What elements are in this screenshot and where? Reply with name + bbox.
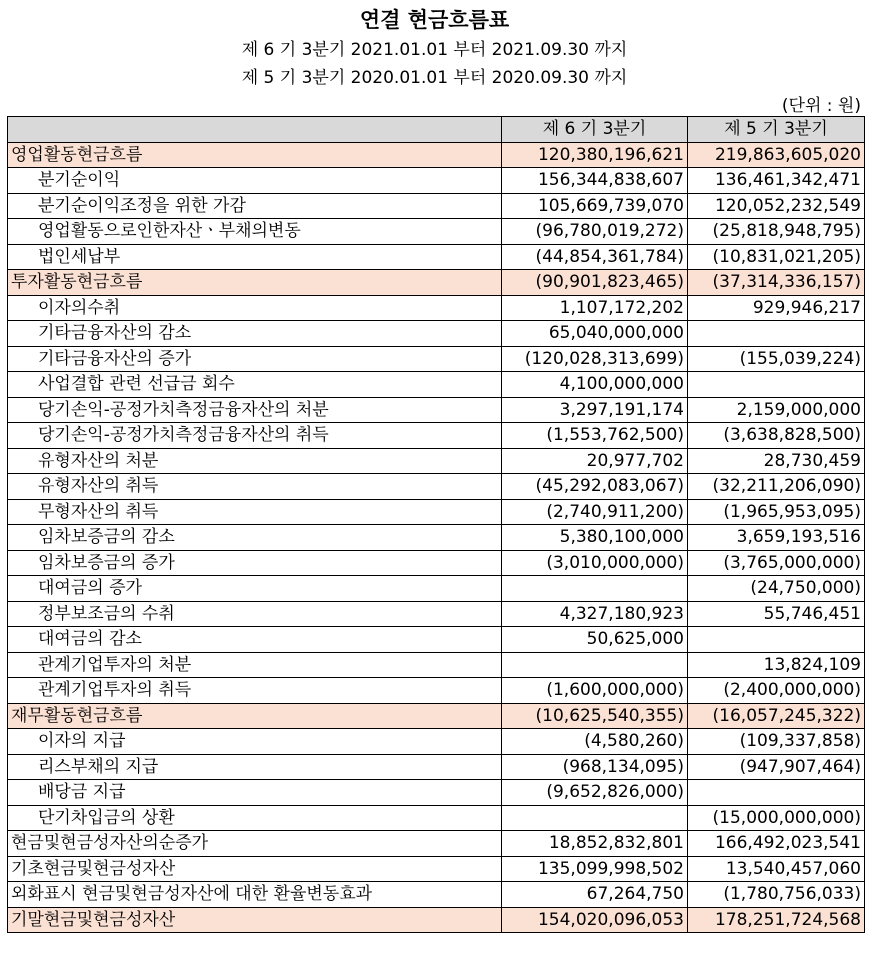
row-current-value: 4,100,000,000 — [502, 372, 688, 398]
table-row — [8, 780, 865, 806]
row-prior-value: 3,659,193,516 — [688, 525, 865, 551]
row-prior-value: 13,540,457,060 — [688, 856, 865, 882]
table-row — [8, 627, 865, 653]
row-label: 분기순이익조정을 위한 가감 — [8, 193, 502, 219]
table-row — [8, 703, 865, 729]
row-label: 영업활동으로인한자산ㆍ부채의변동 — [8, 219, 502, 245]
row-current-value: (3,010,000,000) — [502, 550, 688, 576]
period-current: 제 6 기 3분기 2021.01.01 부터 2021.09.30 까지 — [241, 40, 628, 60]
row-label: 법인세납부 — [8, 244, 502, 270]
row-prior-value: 55,746,451 — [688, 601, 865, 627]
header-prior: 제 5 기 3분기 — [688, 117, 865, 143]
row-label: 이자의수취 — [8, 295, 502, 321]
table-row — [8, 295, 865, 321]
row-label: 현금및현금성자산의순증가 — [8, 831, 502, 857]
header-row — [8, 117, 865, 143]
row-prior-value: 2,159,000,000 — [688, 397, 865, 423]
row-label: 이자의 지급 — [8, 729, 502, 755]
row-prior-value: (16,057,245,322) — [688, 703, 865, 729]
row-current-value: (2,740,911,200) — [502, 499, 688, 525]
table-row — [8, 448, 865, 474]
header-label — [8, 117, 502, 143]
row-prior-value: (15,000,000,000) — [688, 805, 865, 831]
table-row — [8, 729, 865, 755]
row-current-value: (96,780,019,272) — [502, 219, 688, 245]
row-prior-value: (1,965,953,095) — [688, 499, 865, 525]
row-current-value: (1,553,762,500) — [502, 423, 688, 449]
row-current-value: 105,669,739,070 — [502, 193, 688, 219]
table-row — [8, 525, 865, 551]
row-prior-value — [688, 780, 865, 806]
row-current-value: 1,107,172,202 — [502, 295, 688, 321]
row-current-value: (10,625,540,355) — [502, 703, 688, 729]
table-row — [8, 652, 865, 678]
row-current-value — [502, 805, 688, 831]
row-prior-value: (32,211,206,090) — [688, 474, 865, 500]
row-label: 기초현금및현금성자산 — [8, 856, 502, 882]
row-label: 기타금융자산의 증가 — [8, 346, 502, 372]
row-prior-value: 136,461,342,471 — [688, 168, 865, 194]
row-label: 분기순이익 — [8, 168, 502, 194]
row-current-value: 5,380,100,000 — [502, 525, 688, 551]
row-prior-value: (3,638,828,500) — [688, 423, 865, 449]
row-prior-value — [688, 627, 865, 653]
row-prior-value: (10,831,021,205) — [688, 244, 865, 270]
row-current-value: 67,264,750 — [502, 882, 688, 908]
table-row — [8, 907, 865, 933]
row-label: 외화표시 현금및현금성자산에 대한 환율변동효과 — [8, 882, 502, 908]
row-current-value: (45,292,083,067) — [502, 474, 688, 500]
table-row — [8, 601, 865, 627]
row-current-value: 65,040,000,000 — [502, 321, 688, 347]
cash-flow-table — [7, 116, 865, 933]
row-label: 당기손익-공정가치측정금융자산의 취득 — [8, 423, 502, 449]
row-label: 영업활동현금흐름 — [8, 142, 502, 168]
statement-title: 연결 현금흐름표 — [359, 7, 510, 32]
table-row — [8, 219, 865, 245]
row-prior-value: 13,824,109 — [688, 652, 865, 678]
row-current-value: 154,020,096,053 — [502, 907, 688, 933]
row-label: 정부보조금의 수취 — [8, 601, 502, 627]
table-row — [8, 678, 865, 704]
row-prior-value — [688, 372, 865, 398]
row-prior-value: (2,400,000,000) — [688, 678, 865, 704]
row-prior-value: (24,750,000) — [688, 576, 865, 602]
row-current-value: 18,852,832,801 — [502, 831, 688, 857]
row-label: 기타금융자산의 감소 — [8, 321, 502, 347]
table-row — [8, 321, 865, 347]
row-label: 단기차입금의 상환 — [8, 805, 502, 831]
row-prior-value: (37,314,336,157) — [688, 270, 865, 296]
row-prior-value — [688, 321, 865, 347]
row-current-value: 3,297,191,174 — [502, 397, 688, 423]
row-label: 당기손익-공정가치측정금융자산의 처분 — [8, 397, 502, 423]
row-current-value — [502, 652, 688, 678]
row-label: 임차보증금의 증가 — [8, 550, 502, 576]
row-current-value: (120,028,313,699) — [502, 346, 688, 372]
row-prior-value: (109,337,858) — [688, 729, 865, 755]
row-label: 투자활동현금흐름 — [8, 270, 502, 296]
table-row — [8, 550, 865, 576]
row-current-value — [502, 576, 688, 602]
row-current-value: (90,901,823,465) — [502, 270, 688, 296]
row-prior-value: (25,818,948,795) — [688, 219, 865, 245]
table-row — [8, 346, 865, 372]
row-prior-value: (155,039,224) — [688, 346, 865, 372]
row-prior-value: (3,765,000,000) — [688, 550, 865, 576]
table-row — [8, 168, 865, 194]
row-current-value: 4,327,180,923 — [502, 601, 688, 627]
row-prior-value: 166,492,023,541 — [688, 831, 865, 857]
row-current-value: 120,380,196,621 — [502, 142, 688, 168]
table-row — [8, 474, 865, 500]
row-label: 배당금 지급 — [8, 780, 502, 806]
row-prior-value: 178,251,724,568 — [688, 907, 865, 933]
period-prior: 제 5 기 3분기 2020.01.01 부터 2020.09.30 까지 — [241, 68, 628, 88]
table-row — [8, 423, 865, 449]
row-current-value: (44,854,361,784) — [502, 244, 688, 270]
row-label: 대여금의 증가 — [8, 576, 502, 602]
header-current: 제 6 기 3분기 — [502, 117, 688, 143]
row-current-value: 50,625,000 — [502, 627, 688, 653]
table-row — [8, 499, 865, 525]
row-label: 대여금의 감소 — [8, 627, 502, 653]
row-label: 관계기업투자의 처분 — [8, 652, 502, 678]
row-prior-value: 28,730,459 — [688, 448, 865, 474]
row-prior-value: 929,946,217 — [688, 295, 865, 321]
unit-label: (단위 : 원) — [781, 96, 861, 116]
row-label: 유형자산의 취득 — [8, 474, 502, 500]
row-prior-value: (947,907,464) — [688, 754, 865, 780]
row-current-value: (9,652,826,000) — [502, 780, 688, 806]
row-current-value: (1,600,000,000) — [502, 678, 688, 704]
row-label: 유형자산의 처분 — [8, 448, 502, 474]
row-prior-value: 120,052,232,549 — [688, 193, 865, 219]
row-label: 임차보증금의 감소 — [8, 525, 502, 551]
row-label: 관계기업투자의 취득 — [8, 678, 502, 704]
row-label: 무형자산의 취득 — [8, 499, 502, 525]
table-row — [8, 142, 865, 168]
row-prior-value: 219,863,605,020 — [688, 142, 865, 168]
row-label: 사업결합 관련 선급금 회수 — [8, 372, 502, 398]
row-current-value: 156,344,838,607 — [502, 168, 688, 194]
row-current-value: 20,977,702 — [502, 448, 688, 474]
table-row — [8, 270, 865, 296]
table-row — [8, 244, 865, 270]
table-row — [8, 805, 865, 831]
table-row — [8, 882, 865, 908]
table-row — [8, 754, 865, 780]
row-label: 재무활동현금흐름 — [8, 703, 502, 729]
table-row — [8, 856, 865, 882]
row-current-value: (4,580,260) — [502, 729, 688, 755]
row-prior-value: (1,780,756,033) — [688, 882, 865, 908]
row-label: 기말현금및현금성자산 — [8, 907, 502, 933]
row-label: 리스부채의 지급 — [8, 754, 502, 780]
row-current-value: 135,099,998,502 — [502, 856, 688, 882]
table-row — [8, 193, 865, 219]
table-row — [8, 372, 865, 398]
table-row — [8, 397, 865, 423]
table-row — [8, 831, 865, 857]
row-current-value: (968,134,095) — [502, 754, 688, 780]
table-row — [8, 576, 865, 602]
